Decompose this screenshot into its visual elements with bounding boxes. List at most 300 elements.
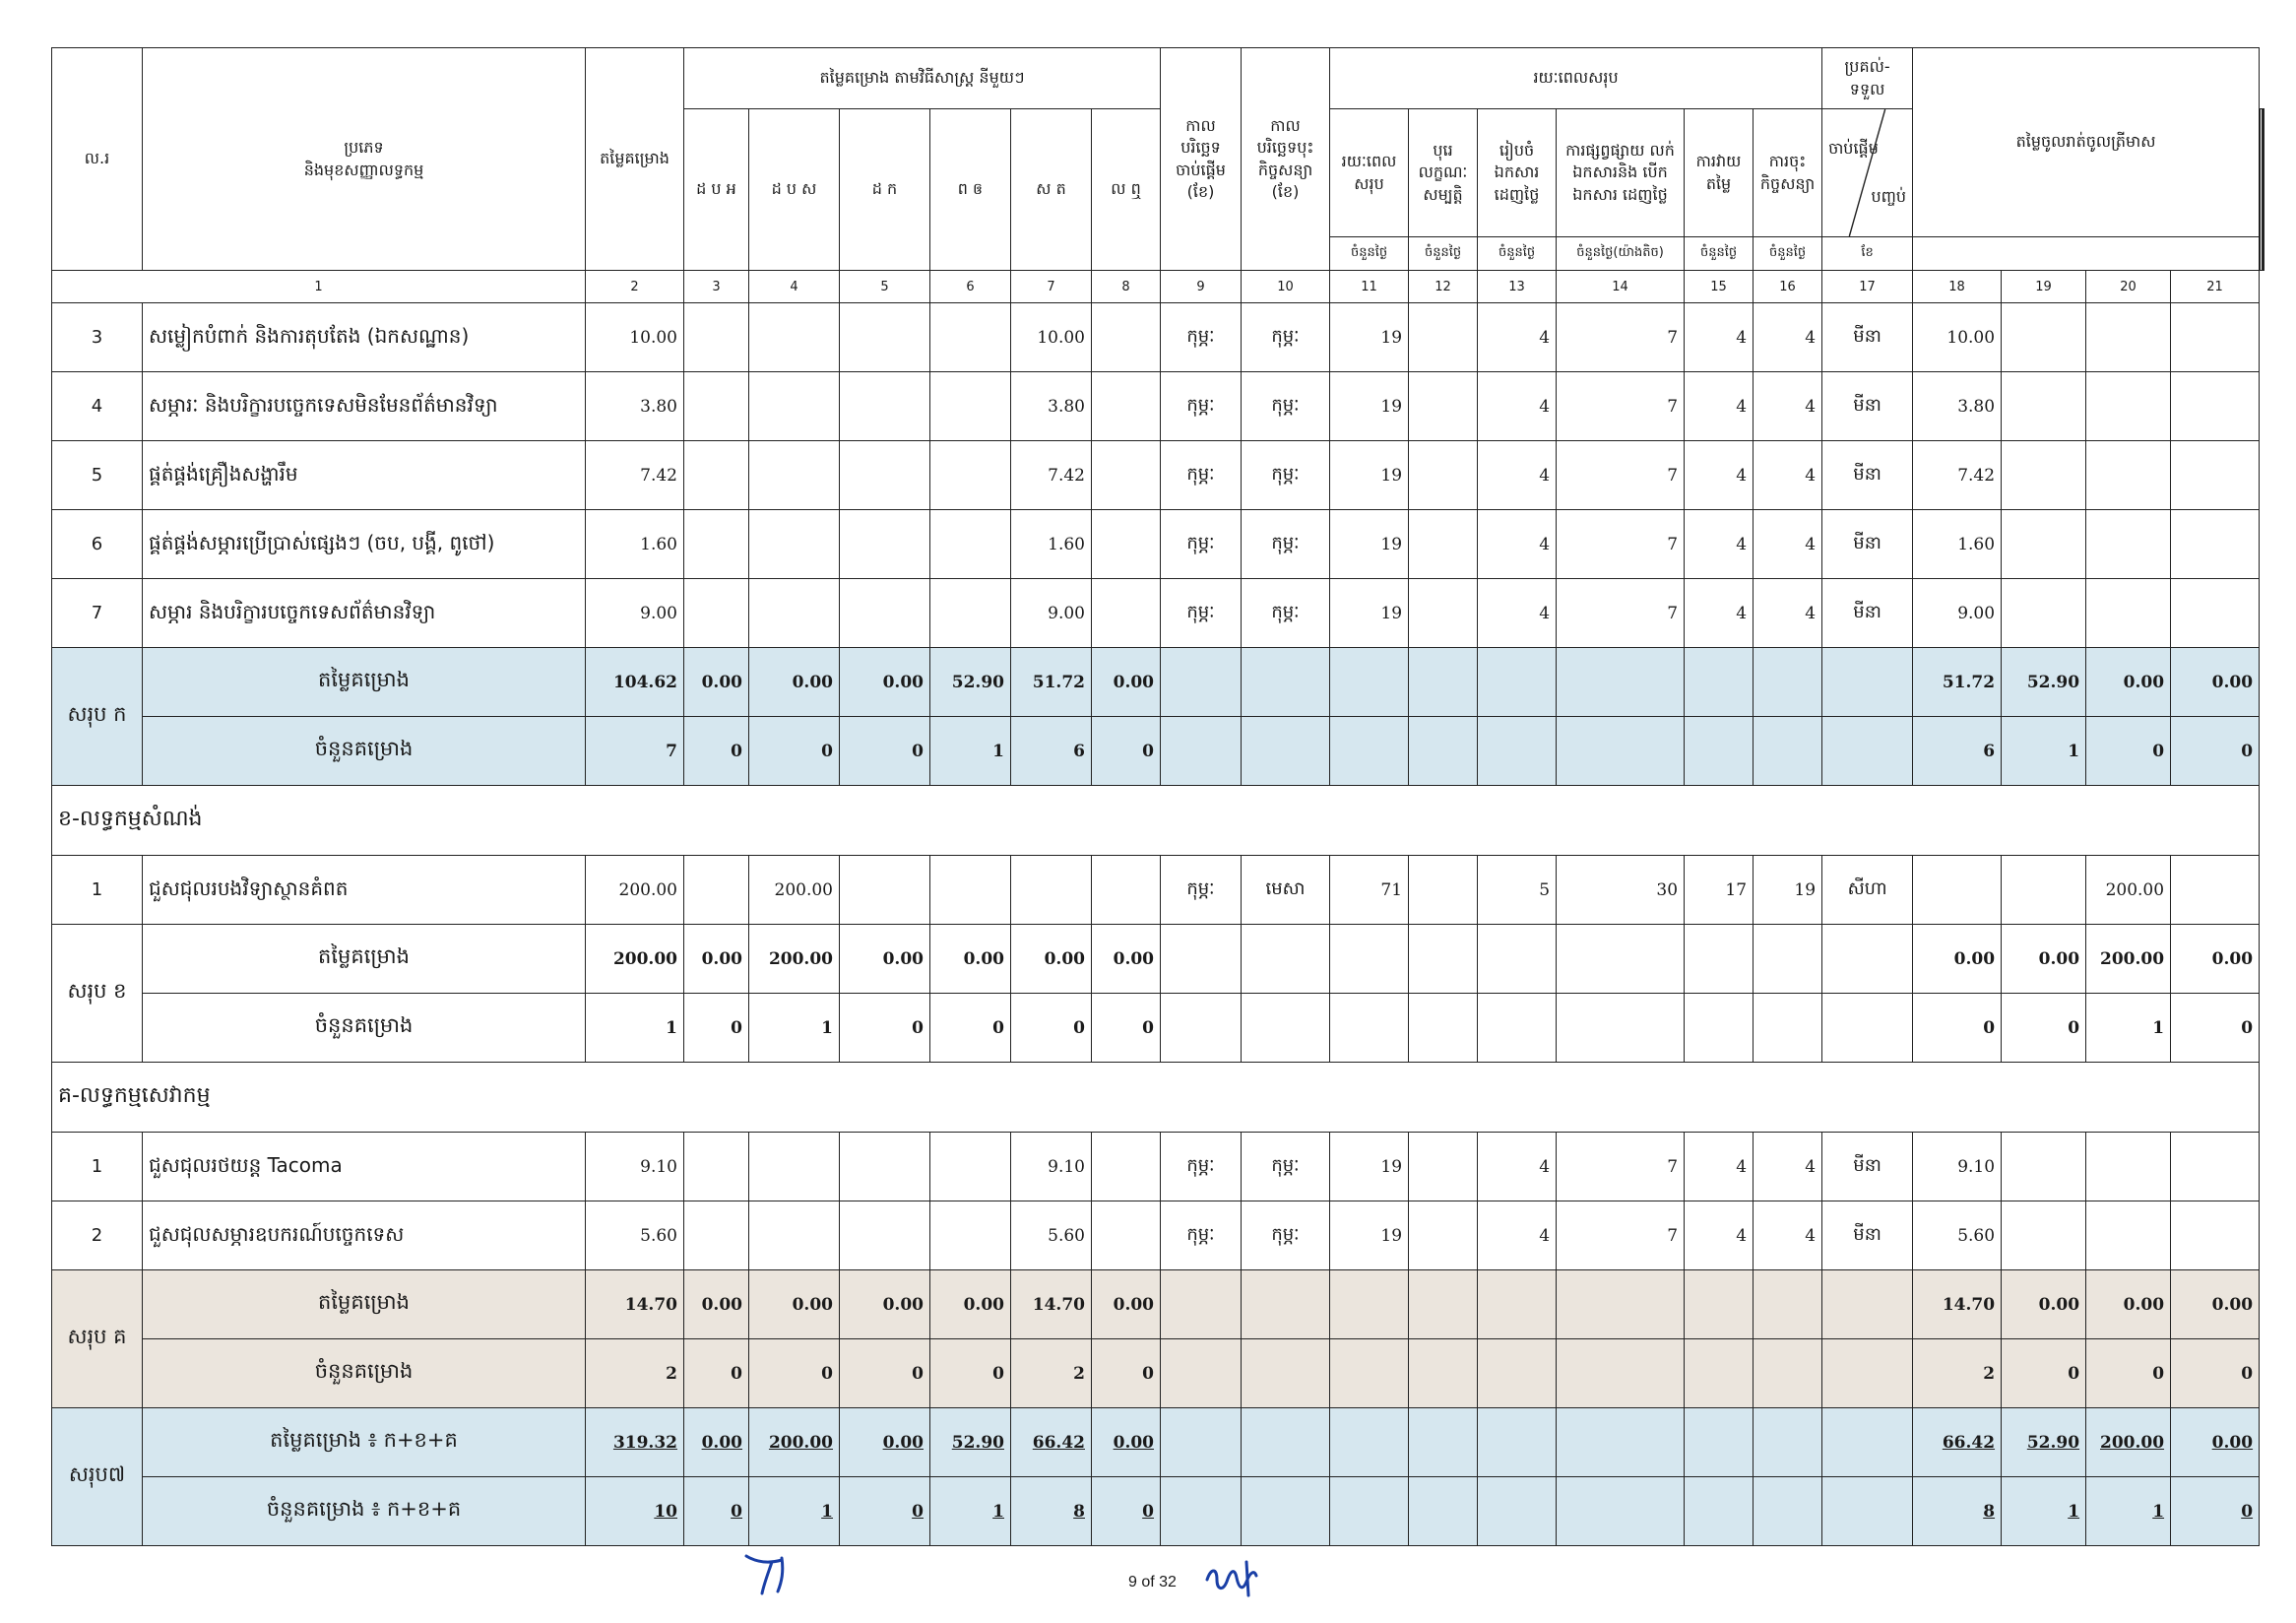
total-label: សរុប ក — [52, 648, 143, 786]
empty-cell — [1161, 648, 1242, 717]
column-index: 10 — [1242, 271, 1330, 303]
column-index: 8 — [1092, 271, 1161, 303]
table-row — [52, 856, 2264, 925]
method-value — [1092, 1201, 1161, 1270]
total-value: 0.00 — [840, 1270, 930, 1339]
quarter-value — [2086, 1133, 2171, 1201]
total-value: 0.00 — [840, 648, 930, 717]
days-value — [1409, 303, 1478, 372]
method-value: 7.42 — [1011, 441, 1092, 510]
total-quarter-value: 66.42 — [1913, 1408, 2002, 1477]
empty-cell — [1557, 1408, 1685, 1477]
method-value — [1011, 856, 1092, 925]
total-quarter-count: 0 — [2086, 1339, 2171, 1408]
quarter-value — [2002, 303, 2086, 372]
header-start-period: កាល បរិច្ឆេទ ចាប់ផ្តើម (ខែ) — [1161, 48, 1242, 271]
total-value: 0.00 — [1092, 925, 1161, 994]
empty-cell — [1557, 925, 1685, 994]
section-b-heading-title: ខ-លទ្ធកម្មសំណង់ — [52, 786, 2260, 856]
header-duration-4: ការផ្សព្វផ្សាយ លក់ ឯកសារនិង បើកឯកសារ ដេញថ្លៃ — [1557, 109, 1685, 237]
header-delivery-unit: ខែ — [1822, 237, 1913, 271]
estimate-value: 9.10 — [586, 1133, 684, 1201]
total-count-label: ចំនួនគម្រោង — [143, 994, 586, 1063]
method-value — [930, 441, 1011, 510]
method-value — [930, 579, 1011, 648]
total-count: 0 — [930, 994, 1011, 1063]
empty-cell — [1754, 1270, 1822, 1339]
header-duration-6: ការចុះ កិច្ចសន្យា — [1754, 109, 1822, 237]
days-value: 4 — [1478, 372, 1557, 441]
quarter-value: 9.10 — [1913, 1133, 2002, 1201]
total-value: 14.70 — [586, 1270, 684, 1339]
empty-cell — [1754, 648, 1822, 717]
days-value: 4 — [1478, 579, 1557, 648]
empty-cell — [1822, 1270, 1913, 1339]
item-description: ផ្គត់ផ្គង់សម្ភារប្រើប្រាស់ផ្សេងៗ (ចប, បង្គី, ពូថៅ) — [143, 510, 586, 579]
header-unit-1: ចំនួនថ្ងៃ — [1330, 237, 1409, 271]
method-value — [1092, 303, 1161, 372]
row-number: 4 — [52, 372, 143, 441]
header-quarterly: តម្លៃចូលរាត់ចូលត្រីមាស — [1913, 48, 2260, 237]
total-count: 1 — [930, 1477, 1011, 1546]
table-row — [52, 303, 2264, 372]
header-delivery: ប្រគល់-ទទួល — [1822, 48, 1913, 109]
total-count: 0 — [684, 994, 749, 1063]
days-value: 19 — [1330, 303, 1409, 372]
total-quarter-count: 1 — [2002, 1477, 2086, 1546]
quarter-value: 9.00 — [1913, 579, 2002, 648]
method-value — [684, 372, 749, 441]
method-value — [840, 510, 930, 579]
total-quarter-count: 0 — [2171, 1339, 2260, 1408]
quarter-value: 3.80 — [1913, 372, 2002, 441]
total-value-label: តម្លៃគម្រោង — [143, 1270, 586, 1339]
total-quarter-count: 1 — [2086, 994, 2171, 1063]
total-value: 200.00 — [749, 925, 840, 994]
quarter-value: 10.00 — [1913, 303, 2002, 372]
page-number: 9 of 32 — [1128, 1574, 1177, 1591]
total-count: 1 — [586, 994, 684, 1063]
method-value — [1092, 579, 1161, 648]
header-by-source: តម្លៃគម្រោង តាមវិធីសាស្ត្រ នីមួយៗ — [684, 48, 1161, 109]
days-value: 19 — [1330, 441, 1409, 510]
start-month: កុម្ភៈ — [1161, 441, 1242, 510]
end-month: កុម្ភៈ — [1242, 441, 1330, 510]
start-month: កុម្ភៈ — [1161, 1133, 1242, 1201]
total-quarter-count: 0 — [2002, 994, 2086, 1063]
end-month: កុម្ភៈ — [1242, 510, 1330, 579]
total-quarter-value: 51.72 — [1913, 648, 2002, 717]
column-index: 13 — [1478, 271, 1557, 303]
days-value — [1409, 441, 1478, 510]
quarter-value — [2171, 1201, 2260, 1270]
header-delivery-end: បញ្ចប់ — [1871, 186, 1907, 206]
total-count-row — [52, 717, 2264, 786]
estimate-value: 200.00 — [586, 856, 684, 925]
method-value — [1092, 856, 1161, 925]
days-value: 17 — [1685, 856, 1754, 925]
method-value — [930, 303, 1011, 372]
method-value: 9.10 — [1011, 1133, 1092, 1201]
empty-cell — [1822, 648, 1913, 717]
total-quarter-count: 0 — [2171, 717, 2260, 786]
total-label: សរុប៧ — [52, 1408, 143, 1546]
quarter-value — [2171, 303, 2260, 372]
empty-cell — [1754, 994, 1822, 1063]
total-count: 0 — [749, 717, 840, 786]
total-value-row — [52, 648, 2264, 717]
estimate-value: 5.60 — [586, 1201, 684, 1270]
column-index: 12 — [1409, 271, 1478, 303]
total-count: 0 — [840, 1477, 930, 1546]
total-count-label: ចំនួនគម្រោង — [143, 1339, 586, 1408]
empty-cell — [1478, 717, 1557, 786]
column-index: 18 — [1913, 271, 2002, 303]
method-value — [684, 510, 749, 579]
method-value — [1092, 510, 1161, 579]
item-description: ផ្គត់ផ្គង់គ្រឿងសង្ហារឹម — [143, 441, 586, 510]
empty-cell — [1330, 994, 1409, 1063]
method-value — [1092, 372, 1161, 441]
quarter-value: 1.60 — [1913, 510, 2002, 579]
item-description: ជួសជុលសម្ភារឧបករណ៍បច្ចេកទេស — [143, 1201, 586, 1270]
empty-cell — [1557, 1270, 1685, 1339]
total-label: សរុប គ — [52, 1270, 143, 1408]
method-value — [684, 303, 749, 372]
table-row — [52, 579, 2264, 648]
days-value: 7 — [1557, 1201, 1685, 1270]
total-value: 0.00 — [1092, 648, 1161, 717]
method-value — [840, 372, 930, 441]
total-quarter-count: 6 — [1913, 717, 2002, 786]
end-month: កុម្ភៈ — [1242, 1201, 1330, 1270]
total-quarter-count: 0 — [2171, 1477, 2260, 1546]
method-value — [749, 1133, 840, 1201]
days-value: 7 — [1557, 1133, 1685, 1201]
total-count: 0 — [1011, 994, 1092, 1063]
total-value: 0.00 — [749, 1270, 840, 1339]
empty-cell — [1754, 1408, 1822, 1477]
empty-cell — [1242, 717, 1330, 786]
total-count: 0 — [684, 717, 749, 786]
total-value: 52.90 — [930, 1408, 1011, 1477]
header-unit-6: ចំនួនថ្ងៃ — [1754, 237, 1822, 271]
total-quarter-value: 0.00 — [2171, 1408, 2260, 1477]
empty-cell — [1685, 1408, 1754, 1477]
total-quarter-value: 0.00 — [2171, 1270, 2260, 1339]
total-value: 0.00 — [684, 1270, 749, 1339]
method-value — [1092, 1133, 1161, 1201]
method-value — [930, 372, 1011, 441]
empty-cell — [1685, 648, 1754, 717]
column-index: 9 — [1161, 271, 1242, 303]
end-month: កុម្ភៈ — [1242, 303, 1330, 372]
delivery-month: សីហា — [1822, 856, 1913, 925]
total-quarter-count: 0 — [2086, 717, 2171, 786]
total-count: 0 — [1092, 994, 1161, 1063]
quarter-value — [2002, 1201, 2086, 1270]
total-label: សរុប ខ — [52, 925, 143, 1063]
column-index: 2 — [586, 271, 684, 303]
header-unit-2: ចំនួនថ្ងៃ — [1409, 237, 1478, 271]
empty-cell — [1409, 648, 1478, 717]
quarter-value: 5.60 — [1913, 1201, 2002, 1270]
total-count: 1 — [749, 994, 840, 1063]
delivery-month: មីនា — [1822, 1133, 1913, 1201]
quarter-value — [1913, 856, 2002, 925]
total-quarter-value: 0.00 — [2171, 648, 2260, 717]
header-method-3: ដ ក — [840, 109, 930, 271]
row-number: 3 — [52, 303, 143, 372]
quarter-value — [2171, 441, 2260, 510]
total-quarter-value: 0.00 — [2171, 925, 2260, 994]
quarter-value — [2086, 303, 2171, 372]
quarter-value — [2086, 441, 2171, 510]
header-duration-2: បុរេ លក្ខណៈ សម្បត្តិ — [1409, 109, 1478, 237]
days-value: 7 — [1557, 303, 1685, 372]
total-value-label: តម្លៃគម្រោង — [143, 925, 586, 994]
empty-cell — [1822, 717, 1913, 786]
empty-cell — [1330, 925, 1409, 994]
total-value: 0.00 — [930, 925, 1011, 994]
method-value — [749, 441, 840, 510]
empty-cell — [1330, 1477, 1409, 1546]
total-value: 66.42 — [1011, 1408, 1092, 1477]
total-value: 14.70 — [1011, 1270, 1092, 1339]
total-count: 7 — [586, 717, 684, 786]
total-value: 0.00 — [1092, 1270, 1161, 1339]
days-value: 4 — [1754, 1201, 1822, 1270]
method-value — [840, 856, 930, 925]
empty-cell — [1161, 1270, 1242, 1339]
days-value: 19 — [1330, 510, 1409, 579]
handwritten-initial-right — [1203, 1558, 1264, 1599]
method-value — [749, 303, 840, 372]
end-month: កុម្ភៈ — [1242, 372, 1330, 441]
method-value — [840, 441, 930, 510]
quarter-value: 200.00 — [2086, 856, 2171, 925]
empty-cell — [1161, 1477, 1242, 1546]
total-quarter-value: 14.70 — [1913, 1270, 2002, 1339]
method-value: 5.60 — [1011, 1201, 1092, 1270]
method-value — [749, 510, 840, 579]
method-value — [684, 856, 749, 925]
days-value: 4 — [1685, 1133, 1754, 1201]
header-duration: រយៈពេលសរុប — [1330, 48, 1822, 109]
header-method-1: ដ ប អ — [684, 109, 749, 271]
quarter-value — [2002, 510, 2086, 579]
empty-cell — [1478, 1270, 1557, 1339]
delivery-month: មីនា — [1822, 303, 1913, 372]
empty-cell — [1822, 994, 1913, 1063]
empty-cell — [1409, 1270, 1478, 1339]
quarter-value — [2002, 579, 2086, 648]
total-value: 104.62 — [586, 648, 684, 717]
column-index: 5 — [840, 271, 930, 303]
total-value: 0.00 — [1092, 1408, 1161, 1477]
empty-cell — [1822, 925, 1913, 994]
empty-cell — [1478, 648, 1557, 717]
empty-cell — [1557, 1339, 1685, 1408]
delivery-month: មីនា — [1822, 372, 1913, 441]
empty-cell — [1478, 1408, 1557, 1477]
empty-cell — [1822, 1339, 1913, 1408]
method-value: 1.60 — [1011, 510, 1092, 579]
delivery-month: មីនា — [1822, 579, 1913, 648]
days-value: 4 — [1685, 303, 1754, 372]
column-index: 3 — [684, 271, 749, 303]
total-quarter-value: 200.00 — [2086, 1408, 2171, 1477]
header-delivery-split — [1822, 109, 1913, 237]
quarter-value — [2171, 856, 2260, 925]
total-value-row — [52, 925, 2264, 994]
start-month: កុម្ភៈ — [1161, 510, 1242, 579]
empty-cell — [1242, 1339, 1330, 1408]
total-value: 0.00 — [930, 1270, 1011, 1339]
days-value: 4 — [1754, 510, 1822, 579]
empty-cell — [1478, 925, 1557, 994]
column-index: 6 — [930, 271, 1011, 303]
delivery-month: មីនា — [1822, 1201, 1913, 1270]
total-quarter-value: 52.90 — [2002, 1408, 2086, 1477]
header-type-line1: ប្រភេទ — [344, 138, 384, 158]
method-value: 200.00 — [749, 856, 840, 925]
quarter-value — [2086, 1201, 2171, 1270]
method-value — [684, 1201, 749, 1270]
table-row — [52, 1201, 2264, 1270]
quarter-value — [2002, 441, 2086, 510]
empty-cell — [1161, 717, 1242, 786]
total-value-row — [52, 1270, 2264, 1339]
header-end-period: កាល បរិច្ឆេទបុះ កិច្ចសន្យា (ខែ) — [1242, 48, 1330, 271]
header-estimate: តម្លៃគម្រោង — [586, 48, 684, 271]
method-value — [930, 510, 1011, 579]
days-value: 4 — [1754, 372, 1822, 441]
days-value: 7 — [1557, 510, 1685, 579]
estimate-value: 3.80 — [586, 372, 684, 441]
empty-cell — [1754, 1339, 1822, 1408]
section-c-heading — [52, 1063, 2264, 1133]
total-count: 0 — [1092, 1477, 1161, 1546]
table-row — [52, 441, 2264, 510]
method-value — [1092, 441, 1161, 510]
days-value: 4 — [1754, 1133, 1822, 1201]
empty-cell — [1242, 648, 1330, 717]
header-method-6: ល ឮ — [1092, 109, 1161, 271]
empty-cell — [1822, 1477, 1913, 1546]
method-value — [749, 579, 840, 648]
days-value: 4 — [1685, 579, 1754, 648]
item-description: សម្ភារ និងបរិក្ខារបច្ចេកទេសព័ត៌មានវិទ្យា — [143, 579, 586, 648]
empty-cell — [1409, 994, 1478, 1063]
empty-cell — [1685, 1339, 1754, 1408]
row-number: 1 — [52, 856, 143, 925]
method-value — [840, 579, 930, 648]
method-value — [930, 1201, 1011, 1270]
total-count: 0 — [684, 1477, 749, 1546]
empty-cell — [1409, 1477, 1478, 1546]
column-index: 7 — [1011, 271, 1092, 303]
total-count: 1 — [930, 717, 1011, 786]
empty-cell — [1478, 1477, 1557, 1546]
estimate-value: 1.60 — [586, 510, 684, 579]
empty-cell — [1685, 1477, 1754, 1546]
empty-cell — [1478, 994, 1557, 1063]
total-count-row — [52, 1477, 2264, 1546]
start-month: កុម្ភៈ — [1161, 372, 1242, 441]
quarter-value — [2171, 372, 2260, 441]
total-value: 51.72 — [1011, 648, 1092, 717]
header-duration-5: ការវាយ តម្លៃ — [1685, 109, 1754, 237]
total-quarter-count: 2 — [1913, 1339, 2002, 1408]
quarter-value — [2171, 1133, 2260, 1201]
total-count: 0 — [840, 1339, 930, 1408]
header-type — [143, 48, 586, 271]
procurement-plan-table — [51, 47, 2264, 1546]
empty-cell — [1478, 1339, 1557, 1408]
item-description: ជួសជុលរថយន្ត Tacoma — [143, 1133, 586, 1201]
total-count: 0 — [930, 1339, 1011, 1408]
estimate-value: 9.00 — [586, 579, 684, 648]
empty-cell — [1330, 1339, 1409, 1408]
total-quarter-value: 0.00 — [2086, 1270, 2171, 1339]
total-count-label: ចំនួនគម្រោង ៖ ក+ខ+គ — [143, 1477, 586, 1546]
column-index: 11 — [1330, 271, 1409, 303]
header-method-4: ព ឲ — [930, 109, 1011, 271]
total-quarter-value: 200.00 — [2086, 925, 2171, 994]
total-count: 0 — [684, 1339, 749, 1408]
end-month: មេសា — [1242, 856, 1330, 925]
header-method-5: ស ត — [1011, 109, 1092, 271]
total-value: 0.00 — [684, 925, 749, 994]
days-value — [1409, 856, 1478, 925]
quarter-value — [2002, 372, 2086, 441]
total-count-row — [52, 1339, 2264, 1408]
days-value: 4 — [1478, 441, 1557, 510]
table-row — [52, 1133, 2264, 1201]
empty-cell — [1330, 648, 1409, 717]
row-number: 2 — [52, 1201, 143, 1270]
diagonal-line — [1822, 109, 1912, 236]
empty-cell — [1557, 648, 1685, 717]
item-description: ជួសជុលរបងវិទ្យាស្ថានគំពត — [143, 856, 586, 925]
quarter-value — [2002, 1133, 2086, 1201]
total-count-row — [52, 994, 2264, 1063]
handwritten-initial-left — [742, 1548, 797, 1597]
empty-cell — [1685, 1270, 1754, 1339]
days-value: 19 — [1330, 372, 1409, 441]
delivery-month: មីនា — [1822, 441, 1913, 510]
total-quarter-count: 8 — [1913, 1477, 2002, 1546]
method-value — [930, 856, 1011, 925]
empty-cell — [1754, 717, 1822, 786]
total-count: 8 — [1011, 1477, 1092, 1546]
total-value: 319.32 — [586, 1408, 684, 1477]
total-count-label: ចំនួនគម្រោង — [143, 717, 586, 786]
column-index: 21 — [2171, 271, 2260, 303]
method-value — [684, 1133, 749, 1201]
delivery-month: មីនា — [1822, 510, 1913, 579]
estimate-value: 10.00 — [586, 303, 684, 372]
total-value: 0.00 — [684, 648, 749, 717]
method-value — [930, 1133, 1011, 1201]
quarter-value: 7.42 — [1913, 441, 2002, 510]
column-index: 17 — [1822, 271, 1913, 303]
column-index: 1 — [52, 271, 586, 303]
total-quarter-count: 1 — [2002, 717, 2086, 786]
header-method-2: ដ ប ស — [749, 109, 840, 271]
section-c-heading-title: គ-លទ្ធកម្មសេវាកម្ម — [52, 1063, 2260, 1133]
